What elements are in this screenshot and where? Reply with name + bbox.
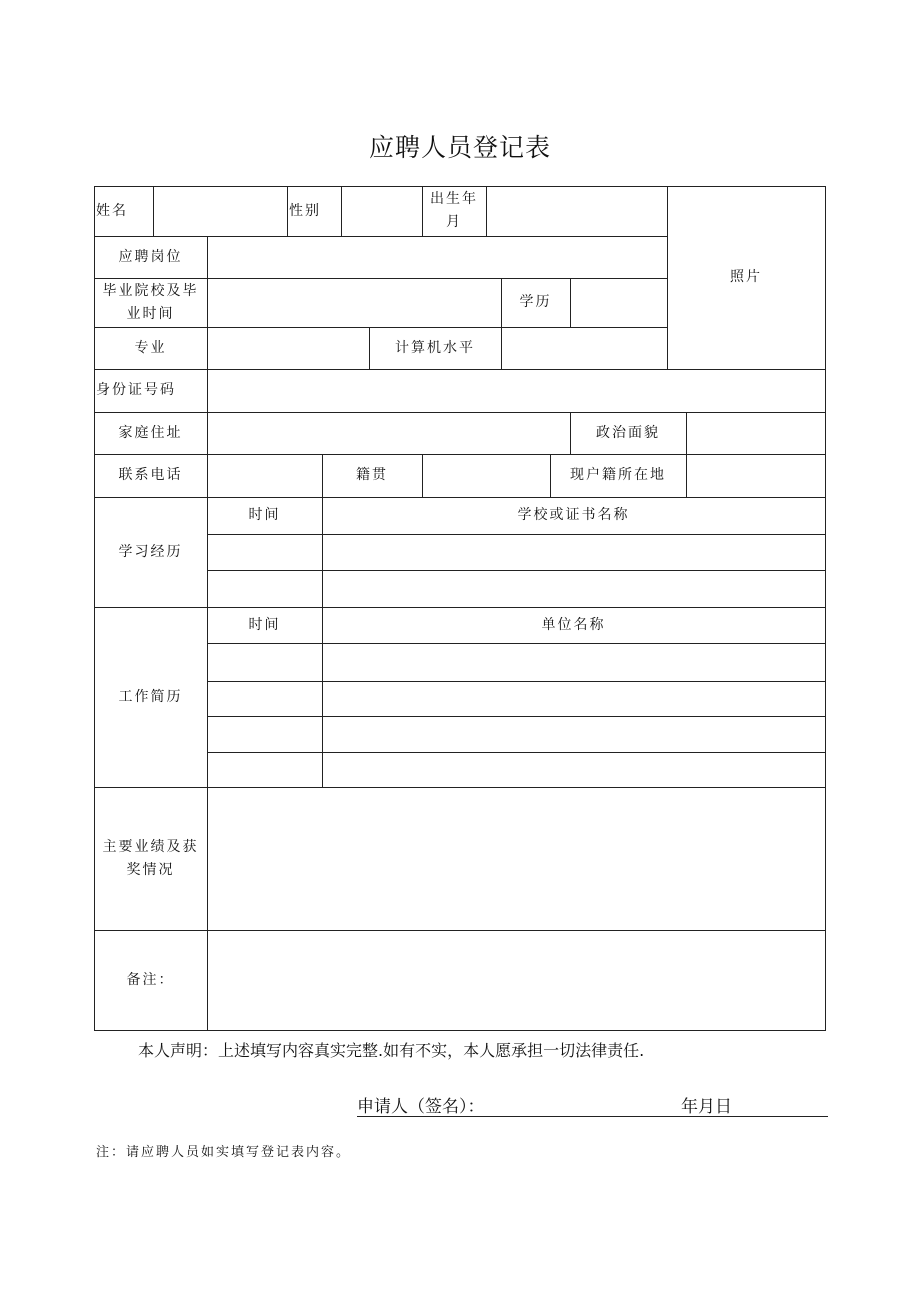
political-label: 政治面貌 bbox=[596, 424, 660, 441]
computer-field[interactable] bbox=[501, 327, 667, 369]
work-time-header: 时间 bbox=[248, 616, 281, 633]
work-time-field[interactable] bbox=[207, 643, 322, 681]
study-name-header: 学校或证书名称 bbox=[517, 507, 630, 523]
gender-label: 性别 bbox=[289, 202, 321, 219]
study-time-field[interactable] bbox=[207, 570, 322, 607]
work-label: 工作简历 bbox=[118, 688, 183, 705]
achievements-field[interactable] bbox=[207, 787, 825, 930]
address-field[interactable] bbox=[207, 412, 570, 454]
major-label: 专业 bbox=[134, 339, 167, 356]
signature-line[interactable] bbox=[357, 1116, 828, 1117]
id-field[interactable] bbox=[207, 369, 825, 412]
work-name-field[interactable] bbox=[322, 716, 825, 752]
work-time-field[interactable] bbox=[207, 681, 322, 716]
work-time-field[interactable] bbox=[207, 716, 322, 752]
phone-field[interactable] bbox=[207, 454, 322, 497]
birth-field[interactable] bbox=[486, 186, 667, 236]
school-field[interactable] bbox=[207, 278, 501, 327]
political-field[interactable] bbox=[686, 412, 825, 454]
border-right bbox=[825, 186, 826, 1031]
gender-field[interactable] bbox=[341, 186, 422, 236]
native-label: 籍贯 bbox=[356, 467, 388, 483]
remarks-label: 备注： bbox=[126, 971, 175, 988]
name-field[interactable] bbox=[153, 186, 287, 236]
work-name-field[interactable] bbox=[322, 643, 825, 681]
school-label: 毕业院校及毕业时间 bbox=[102, 282, 199, 322]
study-time-field[interactable] bbox=[207, 534, 322, 570]
remarks-field[interactable] bbox=[207, 930, 825, 1030]
study-name-field[interactable] bbox=[322, 534, 825, 570]
declaration-text: 本人声明：上述填写内容真实完整.如有不实，本人愿承担一切法律责任. bbox=[138, 1041, 645, 1060]
phone-label: 联系电话 bbox=[118, 467, 183, 483]
footer-note: 注：请应聘人员如实填写登记表内容。 bbox=[96, 1145, 352, 1160]
photo-box[interactable]: 照片 bbox=[730, 269, 762, 285]
computer-label: 计算机水平 bbox=[395, 339, 475, 356]
education-label: 学历 bbox=[519, 294, 552, 310]
page-title: 应聘人员登记表 bbox=[368, 133, 551, 162]
study-time-header: 时间 bbox=[248, 507, 281, 523]
major-field[interactable] bbox=[207, 327, 369, 369]
work-name-header: 单位名称 bbox=[541, 616, 606, 633]
study-name-field[interactable] bbox=[322, 570, 825, 607]
border-bottom bbox=[94, 1030, 826, 1031]
id-label: 身份证号码 bbox=[96, 382, 176, 398]
signature-label: 申请人（签名）： bbox=[357, 1097, 485, 1117]
work-time-field[interactable] bbox=[207, 752, 322, 787]
work-name-field[interactable] bbox=[322, 752, 825, 787]
household-label: 现户籍所在地 bbox=[570, 467, 666, 483]
birth-label: 出生年月 bbox=[430, 191, 478, 230]
native-field[interactable] bbox=[422, 454, 550, 497]
col-divider bbox=[422, 186, 423, 236]
education-field[interactable] bbox=[570, 278, 667, 327]
study-label: 学习经历 bbox=[118, 543, 183, 560]
achievements-label: 主要业绩及获奖情况 bbox=[102, 838, 199, 878]
position-label: 应聘岗位 bbox=[118, 248, 183, 265]
address-label: 家庭住址 bbox=[118, 424, 183, 441]
household-field[interactable] bbox=[686, 454, 825, 497]
registration-form bbox=[94, 186, 826, 1031]
work-name-field[interactable] bbox=[322, 681, 825, 716]
signature-date: 年月日 bbox=[681, 1097, 732, 1117]
name-label: 姓名 bbox=[96, 202, 128, 219]
position-field[interactable] bbox=[207, 236, 667, 278]
